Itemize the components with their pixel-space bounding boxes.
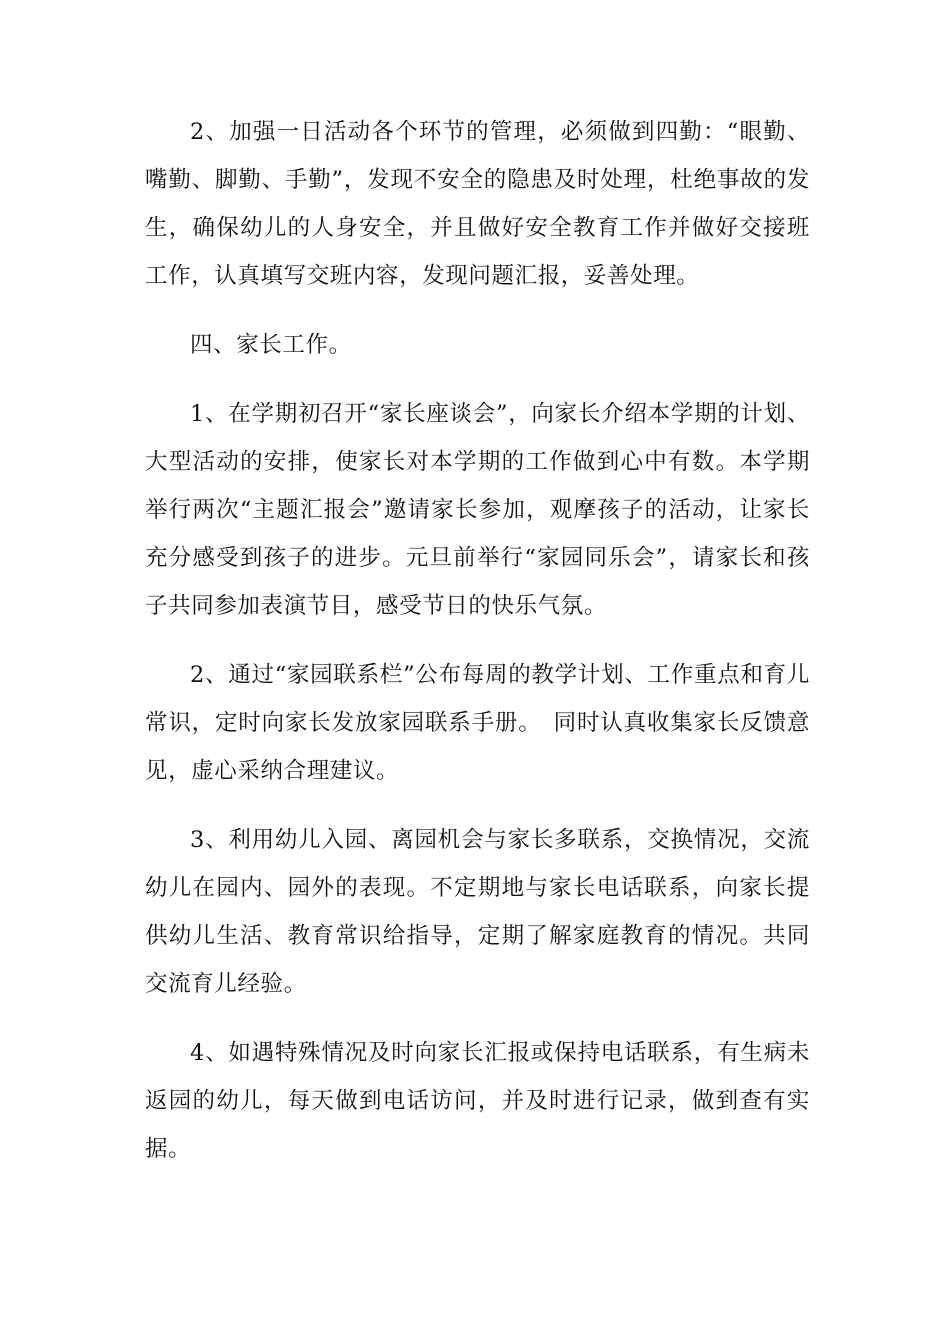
- section-heading-parent-work: 四、家长工作。: [190, 332, 352, 358]
- document-body: [145, 108, 810, 1194]
- paragraph-safety-management: 2、加强一日活动各个环节的管理，必须做到四勤：“眼勤、嘴勤、脚勤、手勤”，发现不安全的隐患及时处理，杜绝事故的发生，确保幼儿的人身安全，并且做好安全教育工作并做好交接班工作，认真填写交班内容，发现问题汇报，妥善处理。: [145, 119, 810, 289]
- paragraph-daily-communication: 3、利用幼儿入园、离园机会与家长多联系，交换情况，交流幼儿在园内、园外的表现。不定期地与家长电话联系，向家长提供幼儿生活、教育常识给指导，定期了解家庭教育的情况。共同交流育儿经验。: [145, 827, 810, 997]
- paragraph-special-situations: 4、如遇特殊情况及时向家长汇报或保持电话联系，有生病未返园的幼儿，每天做到电话访问，并及时进行记录，做到查有实据。: [145, 1040, 810, 1162]
- paragraph-contact-board: 2、通过“家园联系栏”公布每周的教学计划、工作重点和育儿常识，定时向家长发放家园联系手册。 同时认真收集家长反馈意见，虚心采纳合理建议。: [145, 662, 810, 784]
- paragraph-parent-meeting: 1、在学期初召开“家长座谈会”，向家长介绍本学期的计划、大型活动的安排，使家长对本学期的工作做到心中有数。本学期举行两次“主题汇报会”邀请家长参加，观摩孩子的活动，让家长充分感受到孩子的进步。元旦前举行“家园同乐会”，请家长和孩子共同参加表演节目，感受节日的快乐气氛。: [145, 401, 810, 619]
